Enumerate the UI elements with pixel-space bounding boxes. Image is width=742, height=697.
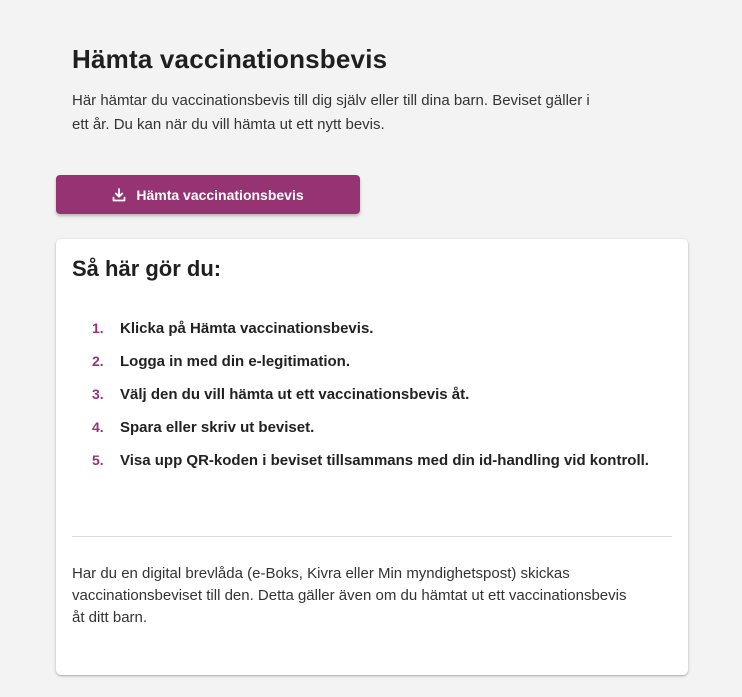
step-text: Visa upp QR-koden i beviset tillsammans med din id-handling vid kontroll. [120,452,649,469]
step-item [92,378,652,411]
step-item [92,312,652,345]
step-item [92,345,652,378]
download-certificate-button[interactable] [56,175,360,214]
step-number: 1. [92,320,104,336]
instructions-card [56,239,688,675]
download-icon [112,188,126,202]
step-number: 2. [92,353,104,369]
step-text: Spara eller skriv ut beviset. [120,419,315,436]
step-number: 4. [92,419,104,435]
intro-text: Här hämtar du vaccinationsbevis till dig själv eller till dina barn. Beviset gäller i ett år. Du kan när du vill hämta ut ett nytt bevis. [72,92,590,133]
download-button-label: Hämta vaccinationsbevis [136,186,304,203]
step-item [92,411,652,444]
step-item [92,444,652,477]
steps-list [92,312,652,477]
step-text: Logga in med din e-legitimation. [120,353,351,370]
instructions-title: Så här gör du: [72,256,222,281]
page-title: Hämta vaccinationsbevis [72,44,388,74]
step-text: Klicka på Hämta vaccinationsbevis. [120,320,374,337]
divider [72,536,672,537]
digital-mailbox-info: Har du en digital brevlåda (e-Boks, Kivra eller Min myndighetspost) skickas vaccinationsbeviset till den. Detta gäller även om du hämtat ut ett vaccinationsbevis åt ditt barn. [72,565,627,626]
step-text: Välj den du vill hämta ut ett vaccinationsbevis åt. [120,386,470,403]
step-number: 5. [92,452,104,468]
step-number: 3. [92,386,104,402]
